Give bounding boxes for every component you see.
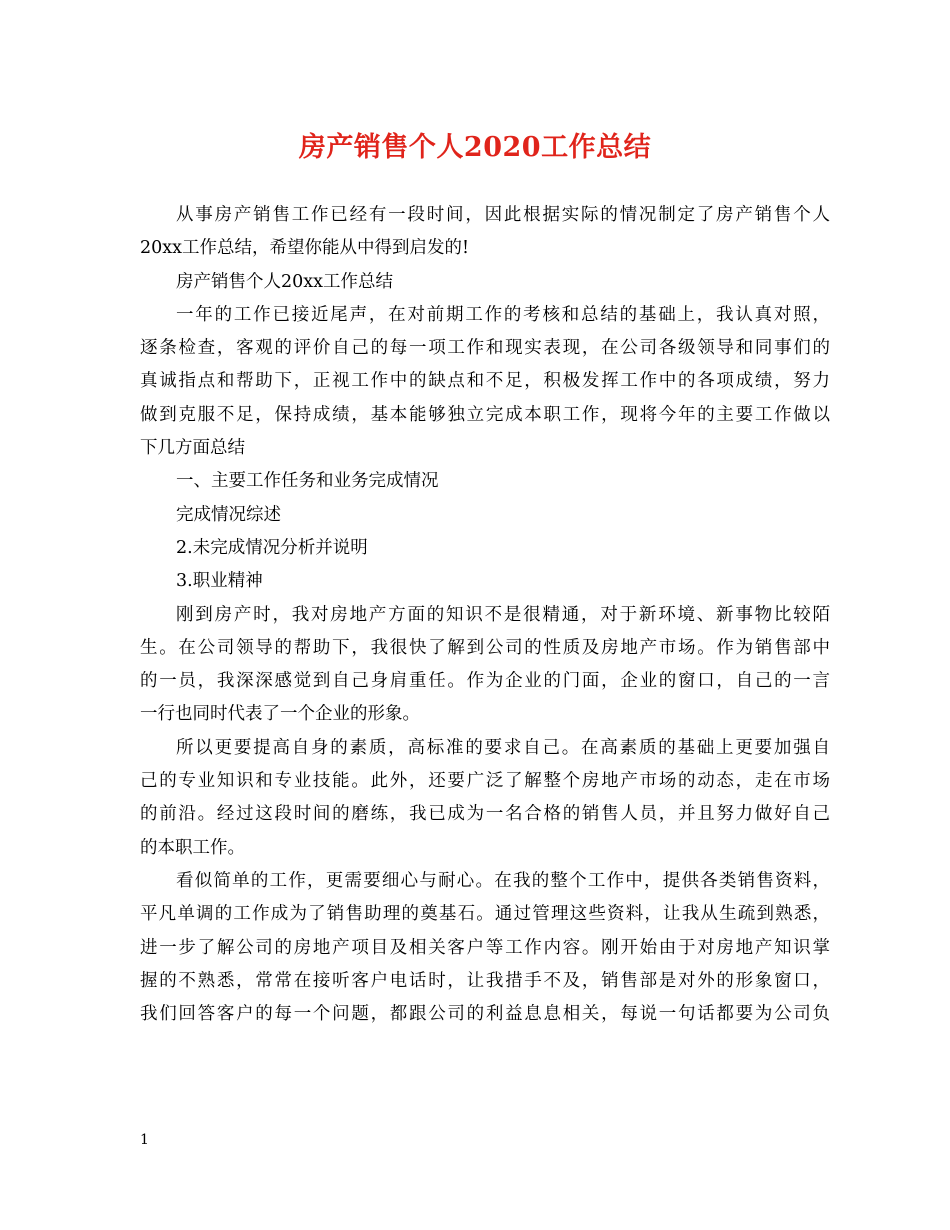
body-line: 握的不熟悉，常常在接听客户电话时，让我措手不及，销售部是对外的形象窗口， — [140, 970, 830, 991]
body-line: 的前沿。经过这段时间的磨练，我已成为一名合格的销售人员，并且努力做好自己 — [140, 804, 830, 825]
body-line: 所以更要提高自身的素质，高标准的要求自己。在高素质的基础上更要加强自 — [176, 737, 830, 758]
body-line: 3.职业精神 — [176, 571, 263, 592]
body-line: 真诚指点和帮助下，正视工作中的缺点和不足，积极发挥工作中的各项成绩，努力 — [140, 371, 830, 392]
body-line: 2.未完成情况分析并说明 — [176, 537, 368, 558]
body-line: 进一步了解公司的房地产项目及相关客户等工作内容。刚开始由于对房地产知识掌 — [140, 937, 830, 958]
document-body — [140, 199, 830, 1031]
body-line: 的本职工作。 — [140, 837, 245, 858]
body-line: 平凡单调的工作成为了销售助理的奠基石。通过管理这些资料，让我从生疏到熟悉， — [140, 904, 830, 925]
body-line: 完成情况综述 — [176, 504, 281, 525]
body-line: 下几方面总结 — [140, 438, 245, 459]
body-line: 一行也同时代表了一个企业的形象。 — [140, 704, 420, 725]
body-line: 生。在公司领导的帮助下，我很快了解到公司的性质及房地产市场。作为销售部中 — [140, 637, 830, 658]
body-line: 我们回答客户的每一个问题，都跟公司的利益息息相关，每说一句话都要为公司负 — [140, 1004, 830, 1025]
body-line: 从事房产销售工作已经有一段时间，因此根据实际的情况制定了房产销售个人 — [176, 205, 830, 225]
page-number: 1 — [140, 1132, 149, 1148]
body-line: 看似简单的工作，更需要细心与耐心。在我的整个工作中，提供各类销售资料， — [176, 870, 830, 891]
body-line: 刚到房产时，我对房地产方面的知识不是很精通，对于新环境、新事物比较陌 — [176, 604, 830, 625]
body-line: 房产销售个人20xx工作总结 — [176, 271, 394, 292]
body-line: 的一员，我深深感觉到自己身肩重任。作为企业的门面，企业的窗口，自己的一言 — [140, 671, 830, 692]
body-line: 20xx工作总结，希望你能从中得到启发的! — [140, 238, 470, 259]
body-line: 己的专业知识和专业技能。此外，还要广泛了解整个房地产市场的动态，走在市场 — [140, 771, 830, 792]
document-title: 房产销售个人2020工作总结 — [298, 132, 652, 163]
body-line: 逐条检查，客观的评价自己的每一项工作和现实表现，在公司各级领导和同事们的 — [140, 338, 830, 359]
body-line: 一年的工作已接近尾声，在对前期工作的考核和总结的基础上，我认真对照， — [176, 304, 830, 325]
body-line: 做到克服不足，保持成绩，基本能够独立完成本职工作，现将今年的主要工作做以 — [140, 404, 830, 425]
body-line: 一、主要工作任务和业务完成情况 — [176, 471, 439, 492]
